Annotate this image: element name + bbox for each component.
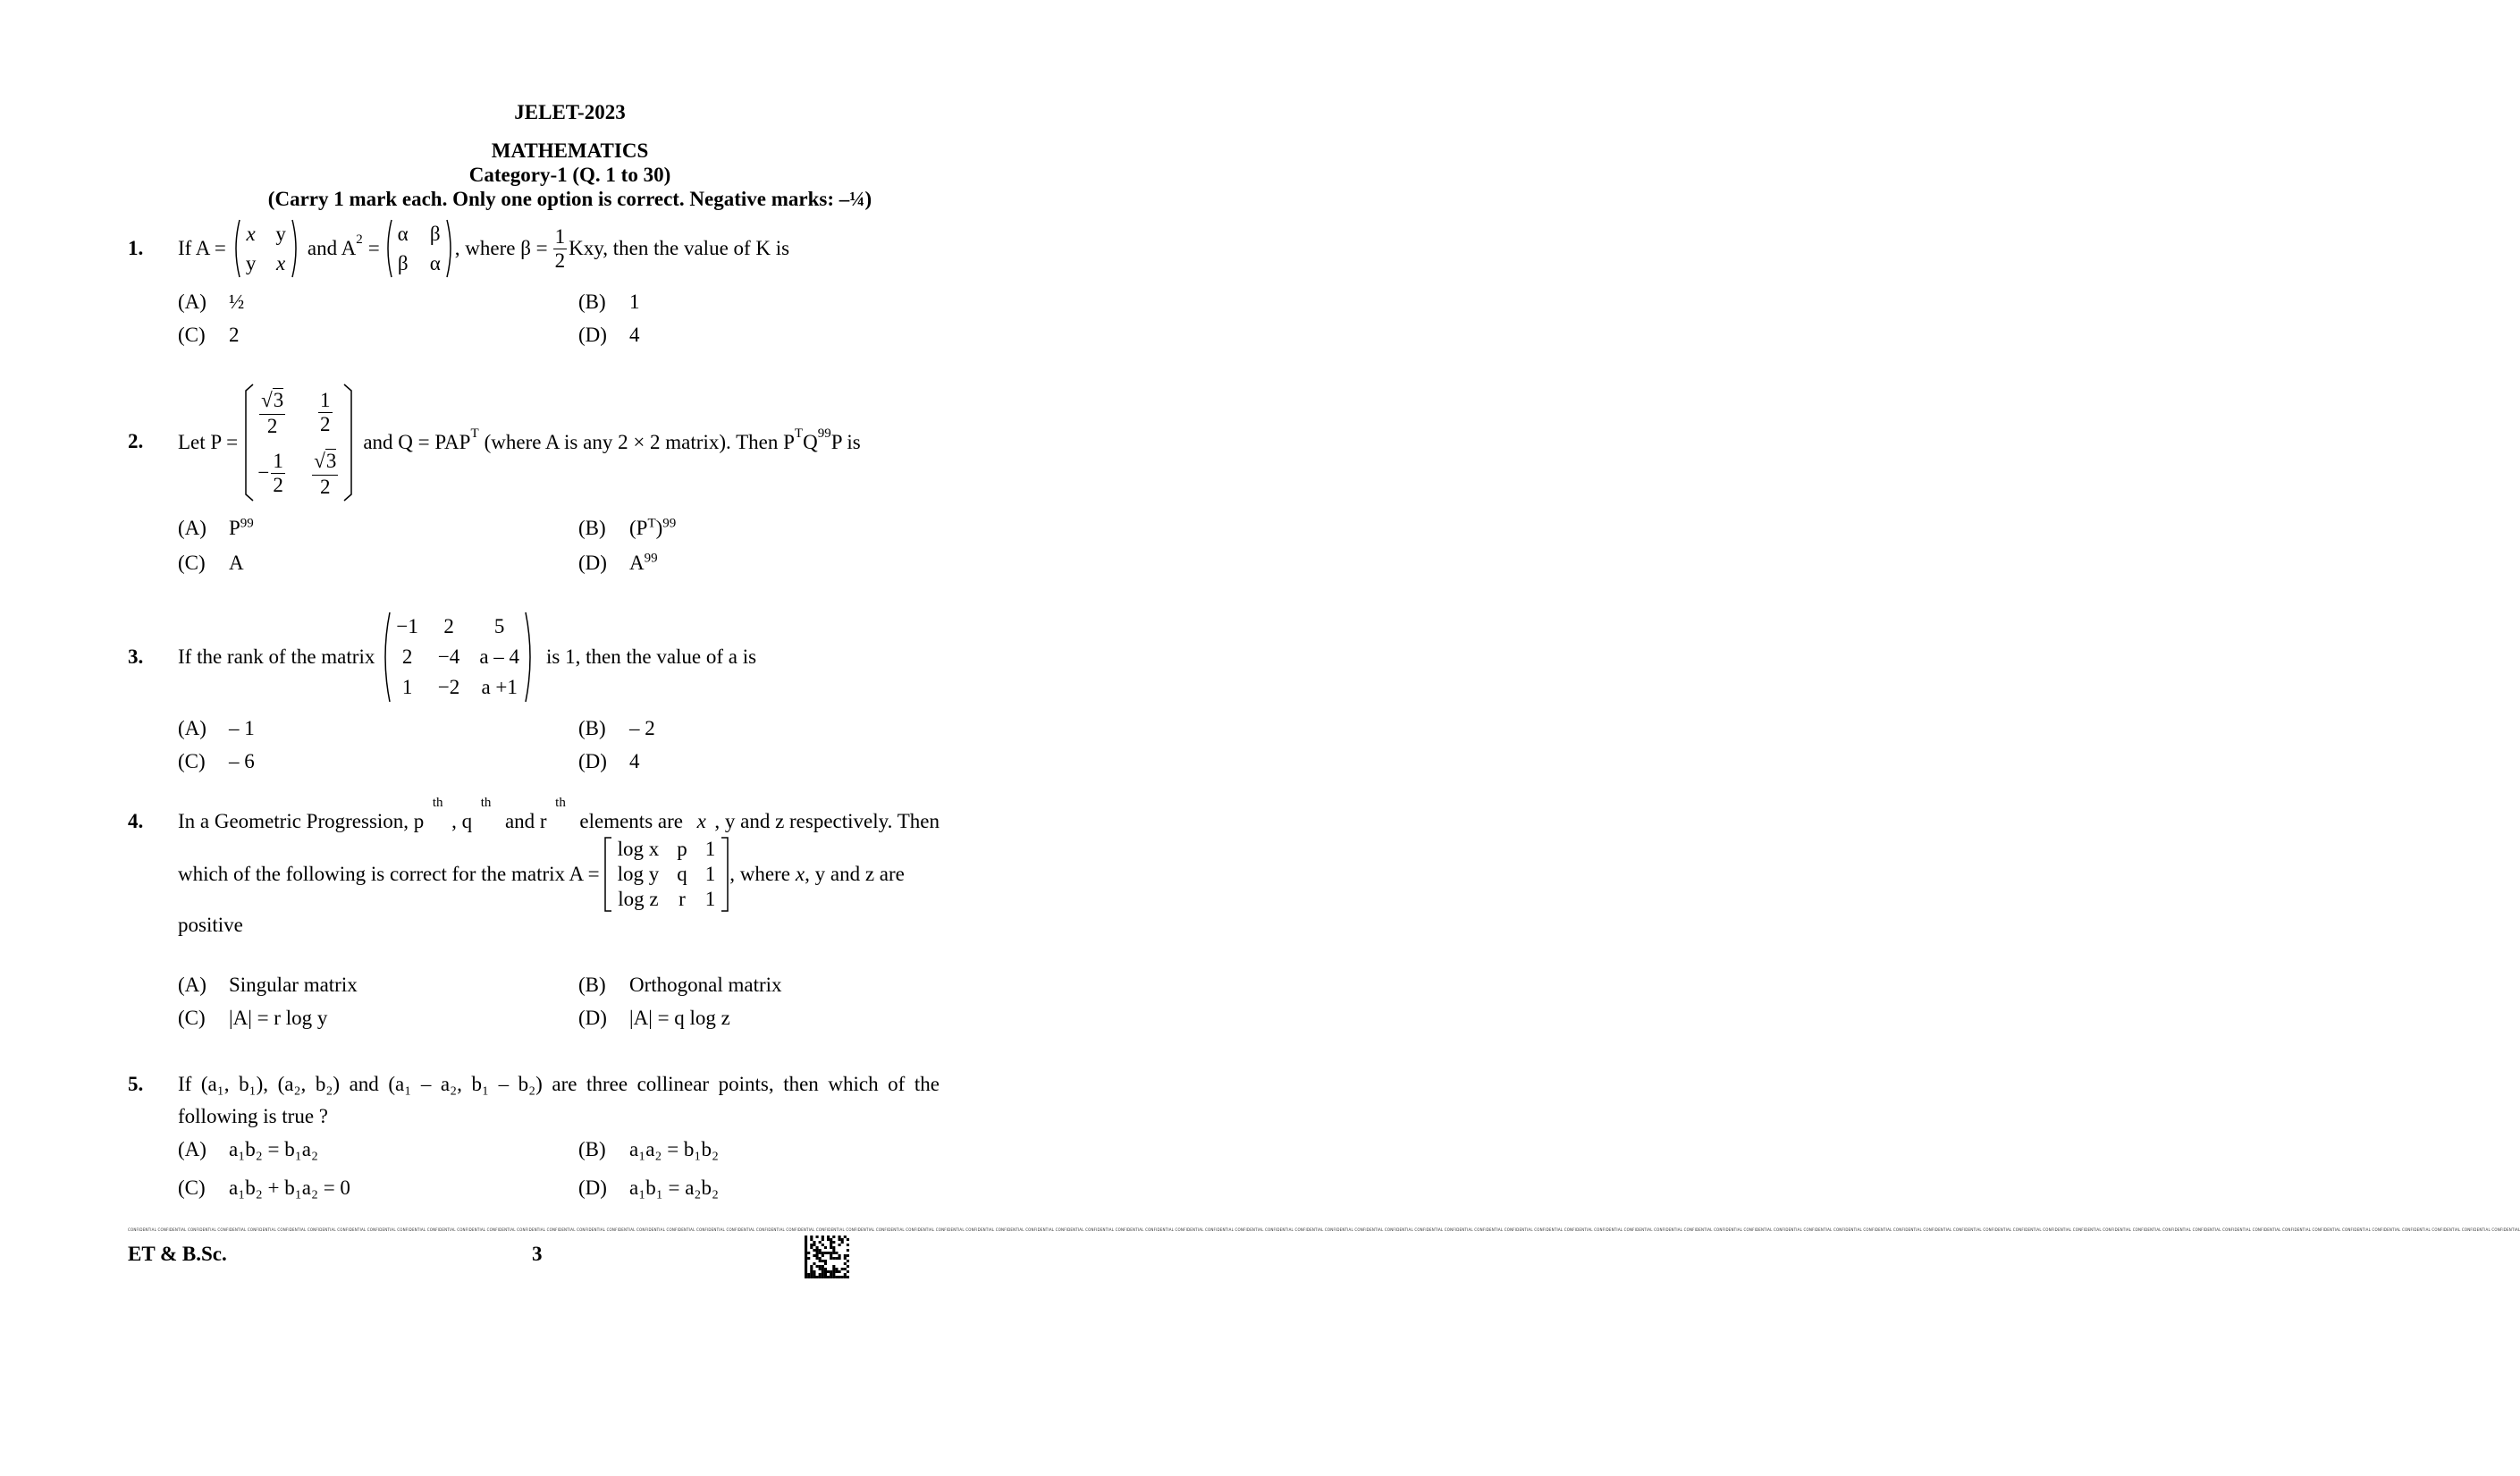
option-a[interactable] — [178, 974, 358, 997]
option-d[interactable] — [578, 750, 640, 773]
matrix-cell: q — [677, 863, 687, 885]
matrix-cell: a +1 — [481, 676, 518, 698]
option-label: (B) — [578, 974, 606, 996]
option-text: ½ — [229, 291, 245, 313]
matrix-cell: x — [276, 251, 286, 274]
fraction-denominator: 2 — [320, 475, 331, 498]
option-label: (C) — [178, 324, 206, 346]
q4-line-3: positive — [178, 914, 243, 936]
q5-line-1: If (a₁, b₁), (a₂, b₂) and (a₁ – a₂, b₁ – b₂) are three collinear points, then which of the — [178, 1073, 940, 1095]
matrix-cell: 1 — [704, 863, 716, 885]
option-text: a₁b₂ = b₁a₂ — [229, 1138, 318, 1160]
option-label: (C) — [178, 1177, 206, 1199]
question-number: 1. — [128, 237, 144, 259]
matrix-a-squared — [383, 219, 455, 278]
option-b[interactable] — [578, 291, 640, 314]
question-2-text: Let P = $\frac{√3}{2}$ $\frac{1}{2}$ − $\frac{1}{2}$ $\frac{√3}{2}$ and Q = PAP $^T$ (where A is any 2 × 2 matrix). Then P $^T$ Q $^{99}$ P is — [178, 383, 861, 502]
question-3-text — [178, 611, 756, 704]
matrix-cell: −2 — [437, 676, 460, 698]
option-superscript: 99 — [662, 516, 677, 531]
sqrt-radicand: 3 — [325, 449, 337, 472]
option-text: 4 — [629, 324, 640, 346]
option-label: (C) — [178, 1007, 206, 1029]
confidential-strip: CONFIDENTIAL CONFIDENTIAL CONFIDENTIAL CONFIDENTIAL CONFIDENTIAL CONFIDENTIAL CONFIDENTIAL CONFIDENTIAL CONFIDENTIAL CONFIDENTIAL CONFIDENTIAL CONFIDENTIAL CONFIDENTIAL CONFIDENTIAL CONFIDENTIAL CONFIDENTIAL CONFIDENTIAL CONFIDENTIAL CONFIDENTIAL CONFIDENTIAL CONFIDENTIAL CONFIDENTIAL CONFIDENTIAL CONFIDENTIAL CONFIDENTIAL CONFIDENTIAL CONFIDENTIAL CONFIDENTIAL CONFIDENTIAL CONFIDENTIAL CONFIDENTIAL CONFIDENTIAL CONFIDENTIAL CONFIDENTIAL CONFIDENTIAL CONFIDENTIAL CONFIDENTIAL CONFIDENTIAL CONFIDENTIAL CONFIDENTIAL CONFIDENTIAL CONFIDENTIAL CONFIDENTIAL CONFIDENTIAL CONFIDENTIAL CONFIDENTIAL CONFIDENTIAL CONFIDENTIAL CONFIDENTIAL CONFIDENTIAL CONFIDENTIAL CONFIDENTIAL CONFIDENTIAL CONFIDENTIAL CONFIDENTIAL CONFIDENTIAL CONFIDENTIAL CONFIDENTIAL CONFIDENTIAL CONFIDENTIAL CONFIDENTIAL CONFIDENTIAL CONFIDENTIAL CONFIDENTIAL CONFIDENTIAL CONFIDENTIAL CONFIDENTIAL CONFIDENTIAL CONFIDENTIAL CONFIDENTIAL CONFIDENTIAL CONFIDENTIAL CONFIDENTIAL CONFIDENTIAL CONFIDENTIAL CONFIDENTIAL CONFIDENTIAL CONFIDENTIAL CONFIDENTIAL CONFIDENTIAL — [128, 1227, 2520, 1232]
option-label: (C) — [178, 750, 206, 772]
page-number: 3 — [532, 1243, 543, 1265]
matrix-cell: 2 — [401, 645, 413, 668]
matrix-cell: 5 — [493, 615, 505, 637]
option-c[interactable] — [178, 1177, 350, 1200]
q1-text-part: = — [367, 237, 380, 259]
option-text: (P — [629, 517, 648, 539]
q1-text-part: and A — [307, 237, 357, 259]
matrix-cell: β — [397, 251, 409, 274]
qr-code-icon — [805, 1236, 849, 1278]
q3-text-part: is 1, then the value of a is — [546, 645, 757, 668]
q1-text-part: , where β = — [454, 237, 548, 259]
q4-text-part: In a Geometric Progression, p — [178, 810, 425, 832]
option-superscript: 99 — [644, 551, 658, 566]
option-superscript: 99 — [240, 516, 254, 531]
fraction-denominator: 2 — [273, 473, 283, 496]
matrix-cell: 1 — [704, 888, 716, 910]
option-label: (A) — [178, 291, 206, 313]
footer-course: ET & B.Sc. — [128, 1243, 227, 1265]
option-text: ) — [655, 517, 663, 539]
q4-text-part: elements are — [579, 810, 683, 832]
matrix-a — [232, 219, 300, 278]
fraction — [318, 389, 333, 436]
fraction — [271, 450, 285, 497]
matrix-cell: log y — [617, 863, 660, 885]
option-text: a₁a₂ = b₁b₂ — [629, 1138, 719, 1160]
option-text: – 6 — [229, 750, 255, 772]
option-label: (B) — [578, 717, 606, 739]
question-number: 2. — [128, 430, 144, 452]
matrix-cell: α — [397, 222, 409, 245]
option-a[interactable] — [178, 291, 244, 314]
q2-text-part: (where A is any 2 × 2 matrix). Then P — [484, 431, 795, 453]
option-text: 4 — [629, 750, 640, 772]
option-text: a₁b₂ + b₁a₂ = 0 — [229, 1177, 350, 1199]
option-d[interactable] — [578, 552, 658, 575]
fraction: $\frac{√3}{2}$ — [314, 449, 337, 498]
matrix-p — [243, 384, 354, 502]
q4-text-part: , y and z respectively. Then — [714, 810, 940, 832]
question-number: 5. — [128, 1073, 144, 1095]
option-b[interactable] — [578, 974, 782, 997]
q4-text-part: x — [696, 810, 706, 832]
q4-text-part: which of the following is correct for the matrix A = — [178, 863, 600, 885]
fraction-denominator: 2 — [320, 412, 331, 435]
q4-text-part: , y and z are — [805, 863, 905, 885]
fraction-numerator: 1 — [273, 449, 283, 472]
matrix-cell: α — [429, 251, 441, 274]
option-a[interactable] — [178, 517, 254, 540]
option-c[interactable] — [178, 750, 255, 773]
q2-text-part: and Q = PAP — [363, 431, 471, 453]
matrix-cell: y — [275, 222, 286, 245]
option-d[interactable] — [578, 1177, 719, 1200]
q1-text-part: If A = — [178, 237, 226, 259]
fraction — [553, 225, 568, 273]
question-number: 4. — [128, 810, 144, 832]
option-label: (D) — [578, 1007, 607, 1029]
option-label: (B) — [578, 1138, 606, 1160]
matrix-cell: −1 — [396, 615, 418, 637]
option-text: |A| = q log z — [629, 1007, 730, 1029]
option-b[interactable] — [578, 1138, 719, 1161]
option-text: – 1 — [229, 717, 255, 739]
q4-line-2 — [178, 836, 905, 913]
option-text: 1 — [629, 291, 640, 313]
matrix-cell: 1 — [401, 676, 413, 698]
matrix-cell: 2 — [443, 615, 454, 637]
matrix-cell: β — [429, 222, 441, 245]
q2-text-part: Q — [803, 431, 818, 453]
q2-text-part: P is — [830, 431, 861, 453]
option-text: Singular matrix — [229, 974, 358, 996]
fraction-denominator: 2 — [266, 414, 278, 437]
q4-text-part: , where — [729, 863, 790, 885]
option-text: |A| = r log y — [229, 1007, 328, 1029]
q4-text-part: , q — [451, 810, 473, 832]
q4-text-part: x — [795, 863, 805, 885]
instructions: (Carry 1 mark each. Only one option is correct. Negative marks: –¼) — [267, 188, 872, 210]
fraction-numerator: 1 — [554, 224, 566, 248]
question-1-text: If A = x y y x and A $^2$ = α β β α , where β = $\frac{1}{2}$ Kxy, then the value of K is — [178, 218, 789, 279]
minus-sign: − — [257, 461, 270, 484]
option-c[interactable] — [178, 324, 240, 347]
option-label: (D) — [578, 324, 607, 346]
option-superscript: T — [647, 516, 656, 531]
exam-title: JELET-2023 — [514, 101, 626, 123]
question-number: 3. — [128, 645, 144, 668]
option-text: A — [229, 552, 244, 574]
q1-text-part: Kxy, then the value of K is — [569, 237, 790, 259]
q3-text-part: If the rank of the matrix — [178, 645, 375, 668]
option-text: P — [229, 517, 240, 539]
fraction-numerator: 1 — [320, 388, 331, 411]
q4-superscript: th — [432, 796, 443, 810]
matrix-cell: a – 4 — [479, 645, 520, 668]
option-d[interactable] — [578, 1007, 730, 1030]
matrix-cell: x — [246, 222, 256, 245]
option-text: – 2 — [629, 717, 655, 739]
q4-superscript: th — [555, 796, 566, 810]
q4-line-1 — [178, 796, 940, 833]
matrix-cell: y — [245, 251, 257, 274]
q5-line-2: following is true ? — [178, 1105, 328, 1127]
option-a[interactable] — [178, 1138, 318, 1161]
option-label: (A) — [178, 974, 206, 996]
option-label: (A) — [178, 517, 206, 539]
category-title: Category-1 (Q. 1 to 30) — [468, 164, 671, 186]
option-d[interactable] — [578, 324, 640, 347]
fraction: $\frac{√3}{2}$ — [261, 388, 284, 437]
option-a[interactable] — [178, 717, 255, 740]
option-label: (D) — [578, 1177, 607, 1199]
matrix-log — [603, 837, 730, 912]
matrix-cell: p — [677, 838, 687, 860]
option-text: a₁b₁ = a₂b₂ — [629, 1177, 719, 1199]
option-b[interactable] — [578, 717, 655, 740]
q4-text-part: and r — [504, 810, 547, 832]
option-c[interactable] — [178, 1007, 327, 1030]
matrix-rank — [380, 611, 535, 703]
option-label: (B) — [578, 291, 606, 313]
option-label: (A) — [178, 1138, 206, 1160]
option-label: (D) — [578, 750, 607, 772]
option-text: Orthogonal matrix — [629, 974, 782, 996]
subject-title: MATHEMATICS — [491, 139, 649, 162]
matrix-cell: −4 — [437, 645, 460, 668]
option-label: (C) — [178, 552, 206, 574]
matrix-cell: log x — [617, 838, 660, 860]
option-label: (D) — [578, 552, 607, 574]
option-label: (B) — [578, 517, 606, 539]
fraction-denominator: 2 — [554, 249, 566, 272]
matrix-cell: r — [678, 888, 686, 910]
option-b[interactable] — [578, 517, 676, 540]
matrix-cell: log z — [618, 888, 659, 910]
option-text: A — [629, 552, 645, 574]
sqrt-radicand: 3 — [273, 388, 284, 411]
option-label: (A) — [178, 717, 206, 739]
option-c[interactable] — [178, 552, 244, 575]
q4-superscript: th — [480, 796, 492, 810]
option-text: 2 — [229, 324, 240, 346]
matrix-cell: 1 — [704, 838, 716, 860]
q2-text-part: Let P = — [178, 431, 239, 453]
